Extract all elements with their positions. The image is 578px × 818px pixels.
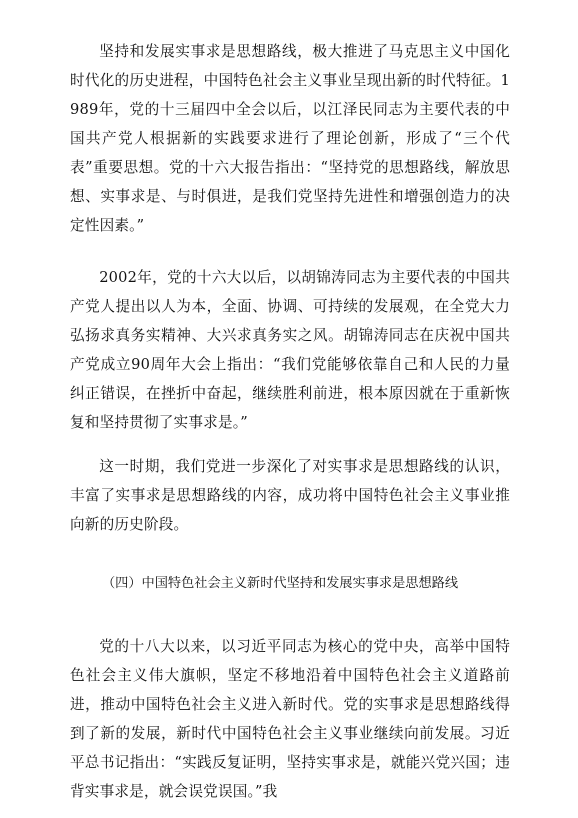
- paragraph-new-era: 党的十八大以来，以习近平同志为核心的党中央，高举中国特色社会主义伟大旗帜，坚定不移地沿着中国特色社会主义道路前进，推动中国特色社会主义进入新时代。党的实事求是思想路线得到了新的发展，新时代中国特色社会主义事业继续向前发展。习近平总书记指出：“实践反复证明，坚持实事求是，就能兴党兴国；违背实事求是，就会误党误国。”我: [70, 638, 510, 800]
- paragraph-three-represents: 坚持和发展实事求是思想路线，极大推进了马克思主义中国化时代化的历史进程，中国特色社会主义事业呈现出新的时代特征。1989年，党的十三届四中全会以后，以江泽民同志为主要代表的中国共产党人根据新的实践要求进行了理论创新，形成了“三个代表”重要思想。党的十六大报告指出：“坚持党的思想路线，解放思想、实事求是、与时俱进，是我们党坚持先进性和增强创造力的决定性因素。”: [70, 43, 510, 234]
- paragraph-scientific-outlook: 2002年，党的十六大以后，以胡锦涛同志为主要代表的中国共产党人提出以人为本，全面、协调、可持续的发展观，在全党大力弘扬求真务实精神、大兴求真务实之风。胡锦涛同志在庆祝中国共产党成立90周年大会上指出：“我们党能够依靠自己和人民的力量纠正错误，在挫折中奋起，继续胜利前进，根本原因就在于重新恢复和坚持贯彻了实事求是。”: [70, 269, 510, 431]
- section-heading: （四）中国特色社会主义新时代坚持和发展实事求是思想路线: [102, 576, 459, 591]
- paragraph-period-summary: 这一时期，我们党进一步深化了对实事求是思想路线的认识，丰富了实事求是思想路线的内容，成功将中国特色社会主义事业推向新的历史阶段。: [70, 458, 510, 533]
